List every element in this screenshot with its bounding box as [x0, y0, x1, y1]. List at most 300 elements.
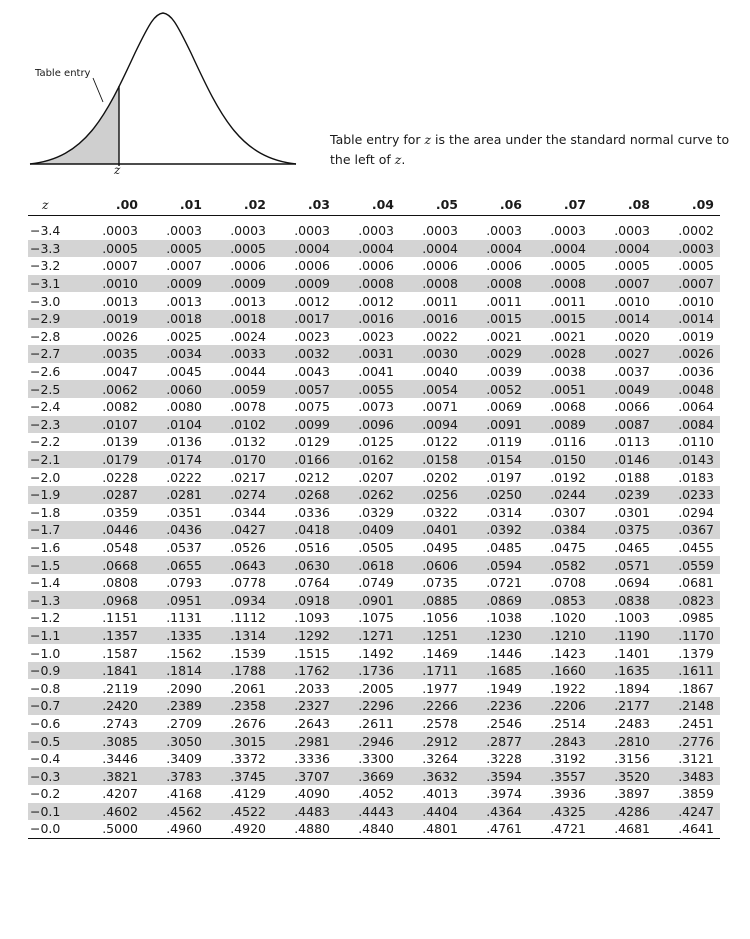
z-value-cell: −3.1	[28, 275, 80, 293]
probability-cell: .3632	[400, 767, 464, 785]
probability-cell: .0036	[678, 364, 714, 380]
probability-cell: .0005	[80, 240, 144, 258]
probability-cell: .0901	[336, 591, 400, 609]
table-row	[28, 416, 720, 434]
shaded-area	[30, 86, 119, 164]
probability-cell: .0008	[400, 275, 464, 293]
table-body	[28, 216, 720, 839]
probability-cell: .0011	[486, 293, 522, 309]
table-row	[28, 451, 720, 469]
probability-cell: .1401	[614, 645, 650, 661]
probability-cell: .0082	[102, 399, 138, 415]
probability-cell: .2483	[614, 715, 650, 731]
z-value-cell: −2.2	[30, 434, 61, 450]
table-row	[28, 627, 720, 645]
probability-cell: .0099	[272, 416, 336, 434]
probability-cell: .4247	[656, 803, 720, 821]
probability-cell: .0475	[550, 539, 586, 555]
probability-cell: .0060	[144, 380, 208, 398]
probability-cell: .0022	[422, 328, 458, 344]
probability-cell: .4522	[208, 803, 272, 821]
probability-cell: .1151	[102, 610, 138, 626]
probability-cell: .4681	[592, 820, 656, 838]
caption-text-3: .	[401, 152, 406, 167]
probability-cell: .0004	[592, 240, 656, 258]
probability-cell: .3745	[208, 767, 272, 785]
probability-cell: .0721	[486, 575, 522, 591]
table-row	[28, 591, 720, 609]
probability-cell: .0009	[144, 275, 208, 293]
z-value-cell: −0.7	[28, 697, 80, 715]
probability-cell: .3897	[614, 786, 650, 802]
probability-cell: .0537	[166, 539, 202, 555]
probability-cell: .2327	[272, 697, 336, 715]
probability-cell: .0026	[102, 328, 138, 344]
probability-cell: .0084	[656, 416, 720, 434]
probability-cell: .0008	[528, 275, 592, 293]
probability-cell: .0409	[336, 521, 400, 539]
probability-cell: .3015	[208, 732, 272, 750]
probability-cell: .0274	[208, 486, 272, 504]
probability-cell: .1020	[550, 610, 586, 626]
probability-cell: .0006	[358, 258, 394, 274]
probability-cell: .0007	[166, 258, 202, 274]
table-row	[28, 715, 720, 733]
probability-cell: .0606	[400, 556, 464, 574]
column-header: .05	[400, 194, 464, 216]
probability-cell: .0793	[166, 575, 202, 591]
probability-cell: .0028	[528, 345, 592, 363]
probability-cell: .1922	[550, 680, 586, 696]
probability-cell: .0918	[272, 591, 336, 609]
probability-cell: .0012	[358, 293, 394, 309]
probability-cell: .0301	[614, 504, 650, 520]
probability-cell: .0174	[144, 451, 208, 469]
z-value-cell: −1.8	[30, 504, 61, 520]
probability-cell: .4602	[80, 803, 144, 821]
z-value-cell: −2.3	[28, 416, 80, 434]
probability-cell: .0012	[294, 293, 330, 309]
probability-cell: .0069	[486, 399, 522, 415]
probability-cell: .0016	[400, 310, 464, 328]
probability-cell: .3669	[336, 767, 400, 785]
probability-cell: .2776	[656, 732, 720, 750]
probability-cell: .0869	[464, 591, 528, 609]
probability-cell: .3156	[614, 751, 650, 767]
probability-cell: .0239	[592, 486, 656, 504]
probability-cell: .0307	[550, 504, 586, 520]
probability-cell: .2946	[336, 732, 400, 750]
probability-cell: .3409	[166, 751, 202, 767]
z-value-cell: −1.7	[28, 521, 80, 539]
probability-cell: .0003	[102, 223, 138, 239]
probability-cell: .0197	[486, 469, 522, 485]
probability-cell: .0985	[678, 610, 714, 626]
probability-cell: .1539	[230, 645, 266, 661]
probability-cell: .1003	[614, 610, 650, 626]
probability-cell: .0018	[208, 310, 272, 328]
probability-cell: .0143	[656, 451, 720, 469]
probability-cell: .2743	[102, 715, 138, 731]
probability-cell: .0110	[678, 434, 714, 450]
table-row	[28, 521, 720, 539]
probability-cell: .0367	[656, 521, 720, 539]
probability-cell: .1894	[614, 680, 650, 696]
probability-cell: .0027	[592, 345, 656, 363]
probability-cell: .1170	[656, 627, 720, 645]
probability-cell: .0047	[102, 364, 138, 380]
table-row	[28, 310, 720, 328]
caption-text-1: Table entry for	[330, 132, 425, 147]
probability-cell: .0436	[144, 521, 208, 539]
probability-cell: .0044	[230, 364, 266, 380]
probability-cell: .0023	[294, 328, 330, 344]
probability-cell: .0107	[80, 416, 144, 434]
probability-cell: .0207	[358, 469, 394, 485]
probability-cell: .3974	[486, 786, 522, 802]
probability-cell: .1292	[272, 627, 336, 645]
table-row	[28, 803, 720, 821]
probability-cell: .0217	[230, 469, 266, 485]
probability-cell: .1977	[422, 680, 458, 696]
probability-cell: .4090	[294, 786, 330, 802]
table-row	[28, 504, 720, 522]
probability-cell: .2546	[486, 715, 522, 731]
z-value-cell: −2.8	[30, 328, 61, 344]
probability-cell: .0075	[294, 399, 330, 415]
probability-cell: .0116	[550, 434, 586, 450]
probability-cell: .4840	[336, 820, 400, 838]
table-row	[28, 679, 720, 697]
probability-cell: .1515	[294, 645, 330, 661]
probability-cell: .1814	[144, 662, 208, 680]
probability-cell: .0183	[678, 469, 714, 485]
probability-cell: .0039	[486, 364, 522, 380]
probability-cell: .0630	[272, 556, 336, 574]
probability-cell: .0655	[144, 556, 208, 574]
probability-cell: .4207	[102, 786, 138, 802]
probability-cell: .1038	[486, 610, 522, 626]
probability-cell: .0037	[614, 364, 650, 380]
probability-cell: .0010	[80, 275, 144, 293]
probability-cell: .0059	[208, 380, 272, 398]
probability-cell: .4404	[400, 803, 464, 821]
probability-cell: .0003	[358, 223, 394, 239]
table-row	[28, 216, 720, 240]
table-row	[28, 697, 720, 715]
table-row	[28, 363, 720, 381]
probability-cell: .0344	[230, 504, 266, 520]
probability-cell: .0003	[230, 223, 266, 239]
probability-cell: .2877	[464, 732, 528, 750]
probability-cell: .3859	[678, 786, 714, 802]
probability-cell: .0455	[678, 539, 714, 555]
probability-cell: .0222	[166, 469, 202, 485]
probability-cell: .0594	[464, 556, 528, 574]
normal-curve-figure	[25, 8, 300, 183]
probability-cell: .0011	[550, 293, 586, 309]
probability-cell: .0427	[208, 521, 272, 539]
probability-cell: .0004	[400, 240, 464, 258]
probability-cell: .3336	[294, 751, 330, 767]
probability-cell: .1379	[678, 645, 714, 661]
probability-cell: .2296	[336, 697, 400, 715]
probability-cell: .0051	[528, 380, 592, 398]
probability-cell: .1230	[464, 627, 528, 645]
probability-cell: .3483	[656, 767, 720, 785]
probability-cell: .0485	[486, 539, 522, 555]
probability-cell: .0003	[656, 240, 720, 258]
probability-cell: .0091	[464, 416, 528, 434]
probability-cell: .0162	[336, 451, 400, 469]
probability-cell: .0005	[144, 240, 208, 258]
probability-cell: .4761	[464, 820, 528, 838]
probability-cell: .4364	[464, 803, 528, 821]
probability-cell: .0030	[400, 345, 464, 363]
probability-cell: .0010	[678, 293, 714, 309]
probability-cell: .0048	[656, 380, 720, 398]
probability-cell: .4443	[336, 803, 400, 821]
z-value-cell: −3.2	[30, 258, 61, 274]
probability-cell: .4129	[230, 786, 266, 802]
probability-cell: .1075	[358, 610, 394, 626]
probability-cell: .1867	[678, 680, 714, 696]
probability-cell: .0009	[272, 275, 336, 293]
probability-cell: .3192	[550, 751, 586, 767]
probability-cell: .0006	[230, 258, 266, 274]
table-header-row	[28, 194, 720, 216]
probability-cell: .3228	[486, 751, 522, 767]
probability-cell: .0038	[550, 364, 586, 380]
probability-cell: .0359	[102, 504, 138, 520]
probability-cell: .4880	[272, 820, 336, 838]
column-header: .06	[464, 194, 528, 216]
probability-cell: .0005	[208, 240, 272, 258]
z-value-cell: −0.8	[30, 680, 61, 696]
probability-cell: .0010	[614, 293, 650, 309]
z-value-cell: −1.6	[30, 539, 61, 555]
probability-cell: .2177	[592, 697, 656, 715]
probability-cell: .0329	[358, 504, 394, 520]
caption-var-2: z	[394, 152, 402, 167]
probability-cell: .0062	[80, 380, 144, 398]
column-header: .01	[144, 194, 208, 216]
probability-cell: .0033	[208, 345, 272, 363]
z-value-cell: −2.7	[28, 345, 80, 363]
column-header: .04	[336, 194, 400, 216]
caption-var-1: z	[424, 132, 432, 147]
probability-cell: .0014	[592, 310, 656, 328]
probability-cell: .0057	[272, 380, 336, 398]
probability-cell: .2005	[358, 680, 394, 696]
probability-cell: .3557	[528, 767, 592, 785]
probability-cell: .0016	[336, 310, 400, 328]
probability-cell: .0375	[592, 521, 656, 539]
probability-cell: .3520	[592, 767, 656, 785]
probability-cell: .0668	[80, 556, 144, 574]
column-header: .09	[656, 194, 720, 216]
probability-cell: .0003	[614, 223, 650, 239]
z-value-cell: −3.0	[30, 293, 61, 309]
probability-cell: .0029	[464, 345, 528, 363]
probability-cell: .0006	[486, 258, 522, 274]
probability-cell: .0002	[678, 223, 714, 239]
probability-cell: .0007	[592, 275, 656, 293]
probability-cell: .1711	[400, 662, 464, 680]
table-row	[28, 398, 720, 416]
probability-cell: .0119	[486, 434, 522, 450]
table-row	[28, 767, 720, 785]
probability-cell: .0838	[592, 591, 656, 609]
table-row	[28, 539, 720, 557]
probability-cell: .1562	[166, 645, 202, 661]
probability-cell: .4325	[528, 803, 592, 821]
table-row	[28, 240, 720, 258]
probability-cell: .0087	[592, 416, 656, 434]
probability-cell: .0005	[678, 258, 714, 274]
table-row	[28, 820, 720, 838]
probability-cell: .0287	[80, 486, 144, 504]
probability-cell: .0401	[400, 521, 464, 539]
probability-cell: .0384	[528, 521, 592, 539]
probability-cell: .0035	[80, 345, 144, 363]
probability-cell: .2119	[102, 680, 138, 696]
probability-cell: .0158	[400, 451, 464, 469]
probability-cell: .2420	[80, 697, 144, 715]
z-value-cell: −1.2	[30, 610, 61, 626]
probability-cell: .0139	[102, 434, 138, 450]
probability-cell: .0154	[464, 451, 528, 469]
column-header-z: z	[28, 194, 80, 216]
probability-cell: .0089	[528, 416, 592, 434]
probability-cell: .0294	[678, 504, 714, 520]
probability-cell: .0268	[272, 486, 336, 504]
caption	[330, 130, 740, 170]
z-value-cell: −2.1	[28, 451, 80, 469]
table-row	[28, 328, 720, 346]
probability-cell: .3085	[80, 732, 144, 750]
z-value-cell: −1.5	[28, 556, 80, 574]
probability-cell: .0749	[358, 575, 394, 591]
probability-cell: .0351	[166, 504, 202, 520]
probability-cell: .4052	[358, 786, 394, 802]
probability-cell: .1423	[550, 645, 586, 661]
probability-cell: .0336	[294, 504, 330, 520]
probability-cell: .1788	[208, 662, 272, 680]
probability-cell: .1736	[336, 662, 400, 680]
probability-cell: .0465	[614, 539, 650, 555]
probability-cell: .0003	[486, 223, 522, 239]
probability-cell: .1469	[422, 645, 458, 661]
probability-cell: .0202	[422, 469, 458, 485]
probability-cell: .2643	[294, 715, 330, 731]
probability-cell: .1335	[144, 627, 208, 645]
z-value-cell: −0.0	[28, 820, 80, 838]
probability-cell: .0778	[230, 575, 266, 591]
table-row	[28, 609, 720, 627]
table-row	[28, 732, 720, 750]
probability-cell: .0735	[422, 575, 458, 591]
probability-cell: .0071	[422, 399, 458, 415]
probability-cell: .0166	[272, 451, 336, 469]
probability-cell: .0495	[422, 539, 458, 555]
probability-cell: .0020	[614, 328, 650, 344]
probability-cell: .0006	[294, 258, 330, 274]
table-row	[28, 275, 720, 293]
probability-cell: .1131	[166, 610, 202, 626]
probability-cell: .0113	[614, 434, 650, 450]
probability-cell: .0007	[102, 258, 138, 274]
probability-cell: .0052	[464, 380, 528, 398]
probability-cell: .1190	[592, 627, 656, 645]
probability-cell: .0571	[592, 556, 656, 574]
probability-cell: .1635	[592, 662, 656, 680]
probability-cell: .2358	[208, 697, 272, 715]
probability-cell: .0150	[528, 451, 592, 469]
probability-cell: .0015	[464, 310, 528, 328]
probability-cell: .0032	[272, 345, 336, 363]
probability-cell: .1841	[80, 662, 144, 680]
probability-cell: .0043	[294, 364, 330, 380]
probability-cell: .0694	[614, 575, 650, 591]
table-row	[28, 345, 720, 363]
probability-cell: .0446	[80, 521, 144, 539]
probability-cell: .0014	[656, 310, 720, 328]
probability-cell: .0516	[294, 539, 330, 555]
label-pointer	[93, 78, 103, 102]
table-row	[28, 750, 720, 768]
probability-cell: .1611	[656, 662, 720, 680]
probability-cell: .4641	[656, 820, 720, 838]
probability-cell: .0125	[358, 434, 394, 450]
probability-cell: .0004	[464, 240, 528, 258]
probability-cell: .0136	[166, 434, 202, 450]
probability-cell: .2451	[678, 715, 714, 731]
z-value-cell: −1.4	[30, 575, 61, 591]
probability-cell: .0244	[528, 486, 592, 504]
probability-cell: .1112	[230, 610, 266, 626]
probability-cell: .0146	[592, 451, 656, 469]
probability-cell: .1357	[80, 627, 144, 645]
table-row	[28, 785, 720, 803]
probability-cell: .1492	[358, 645, 394, 661]
probability-cell: .4960	[144, 820, 208, 838]
probability-cell: .0015	[528, 310, 592, 328]
probability-cell: .0129	[294, 434, 330, 450]
probability-cell: .1314	[208, 627, 272, 645]
probability-cell: .0322	[422, 504, 458, 520]
probability-cell: .0026	[656, 345, 720, 363]
probability-cell: .0008	[336, 275, 400, 293]
probability-cell: .0968	[80, 591, 144, 609]
probability-cell: .4483	[272, 803, 336, 821]
probability-cell: .1210	[528, 627, 592, 645]
probability-cell: .0548	[102, 539, 138, 555]
probability-cell: .0188	[614, 469, 650, 485]
z-value-cell: −1.0	[30, 645, 61, 661]
probability-cell: .3050	[144, 732, 208, 750]
table-entry-label: Table entry	[35, 68, 91, 79]
probability-cell: .0104	[144, 416, 208, 434]
table-row	[28, 257, 720, 275]
probability-cell: .5000	[80, 820, 144, 838]
table-row	[28, 486, 720, 504]
probability-cell: .0096	[336, 416, 400, 434]
probability-cell: .0314	[486, 504, 522, 520]
probability-cell: .0122	[422, 434, 458, 450]
probability-cell: .3707	[272, 767, 336, 785]
table-row	[28, 468, 720, 486]
